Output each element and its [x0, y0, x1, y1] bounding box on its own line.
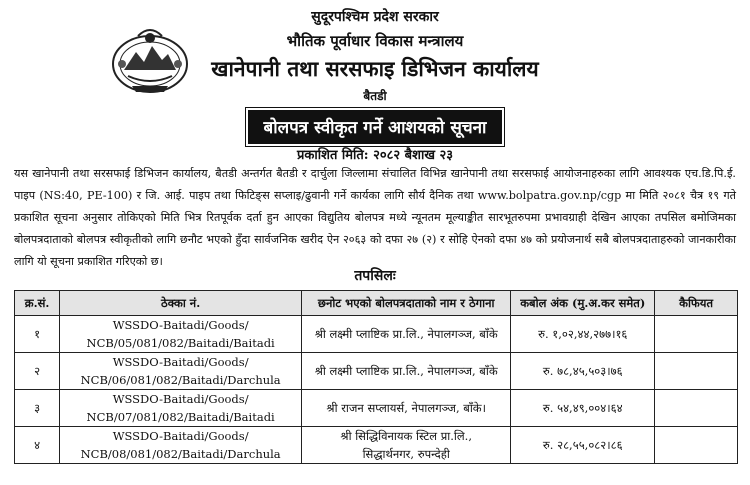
bidder-line1: श्री सिद्धिविनायक स्टिल प्रा.लि.,: [340, 429, 472, 443]
bidder-line1: श्री लक्ष्मी प्लाष्टिक प्रा.लि., नेपालगञ्ज, बाँके: [314, 327, 498, 341]
office-location: बैतडी: [363, 89, 387, 103]
cell-sn: ३: [15, 390, 60, 427]
table-header-row: [15, 291, 738, 316]
col-header-amount: कबोल अंक (मु.अ.कर समेत): [511, 291, 655, 316]
awarded-bids-table: [14, 290, 738, 464]
contract-line1: WSSDO-Baitadi/Goods/: [112, 355, 249, 369]
bidder-line1: श्री राजन सप्लायर्स, नेपालगञ्ज, बाँके।: [326, 401, 486, 415]
notice-title-wrap: [0, 110, 750, 144]
bidder-line2: सिद्धार्थनगर, रुपन्देही: [362, 447, 450, 461]
cell-amount: रु. १,०२,४४,२७७।१६: [511, 316, 655, 353]
contract-line2: NCB/07/081/082/Baitadi/Baitadi: [86, 410, 275, 424]
notice-title: बोलपत्र स्वीकृत गर्ने आशयको सूचना: [248, 110, 503, 144]
contract-line2: NCB/06/081/082/Baitadi/Darchula: [80, 373, 281, 387]
cell-bidder: [302, 353, 511, 390]
table-row: [15, 390, 738, 427]
cell-bidder: [302, 316, 511, 353]
cell-remarks: [655, 427, 738, 464]
contract-line1: WSSDO-Baitadi/Goods/: [112, 318, 249, 332]
cell-contract: [60, 353, 302, 390]
cell-remarks: [655, 316, 738, 353]
cell-amount: रु. ५४,४९,००४।६४: [511, 390, 655, 427]
ministry-name: भौतिक पूर्वाधार विकास मन्त्रालय: [286, 32, 464, 50]
details-label: तपसिलः: [354, 268, 396, 284]
col-header-remarks: कैफियत: [655, 291, 738, 316]
table-row: [15, 316, 738, 353]
cell-bidder: [302, 390, 511, 427]
table-row: [15, 353, 738, 390]
col-header-contract: ठेक्का नं.: [60, 291, 302, 316]
contract-line1: WSSDO-Baitadi/Goods/: [112, 429, 249, 443]
col-header-sn: क्र.सं.: [15, 291, 60, 316]
table-row: [15, 427, 738, 464]
cell-contract: [60, 390, 302, 427]
cell-bidder: [302, 427, 511, 464]
cell-sn: २: [15, 353, 60, 390]
cell-contract: [60, 427, 302, 464]
cell-sn: ४: [15, 427, 60, 464]
government-name: सुदूरपश्चिम प्रदेश सरकार: [311, 9, 439, 25]
cell-amount: रु. २८,५५,०८२।८६: [511, 427, 655, 464]
cell-remarks: [655, 390, 738, 427]
contract-line2: NCB/08/081/082/Baitadi/Darchula: [80, 447, 281, 461]
cell-contract: [60, 316, 302, 353]
contract-line2: NCB/05/081/082/Baitadi/Baitadi: [86, 336, 275, 350]
notice-body: यस खानेपानी तथा सरसफाई डिभिजन कार्यालय, बैतडी अन्तर्गत बैतडी र दार्चुला जिल्लामा संचालित विभिन्न खानेपानी तथा सरसफाई आयोजनाहरुका लागि आवश्यक एच.डि.पि.ई. पाइप (NS:40, PE-100) र जि. आई. पाइप तथा फिटिङ्स सप्लाइ/ढुवानी गर्ने कार्यका लागि सौर्य दैनिक तथा www.bolpatra.gov.np/cgp मा मिति २०८१ चैत्र १९ गते प्रकाशित सूचना अनुसार तोकिएको मिति भित्र रितपूर्वक दर्ता हुन आएका विद्युतिय बोलपत्र मध्ये न्यूनतम मूल्याङ्कीत सारभूतरुपमा प्रभावग्राही देखिन आएका तपसिल बमोजिमका बोलपत्रदाताको बोलपत्र स्वीकृतीको लागि छनौट भएको हुँदा सार्वजनिक खरीद ऐन २०६३ को दफा २७ (२) र सोहि ऐनको दफा ४७ को प्रयोजनार्थ सबै बोलपत्रदाताहरुको जानकारीका लागि यो सूचना प्रकाशित गरिएको छ।: [14, 167, 736, 268]
cell-amount: रु. ७८,४५,५०३।७६: [511, 353, 655, 390]
office-name: खानेपानी तथा सरसफाइ डिभिजन कार्यालय: [211, 56, 539, 81]
cell-sn: १: [15, 316, 60, 353]
col-header-bidder: छनोट भएको बोलपत्रदाताको नाम र ठेगाना: [302, 291, 511, 316]
published-date: प्रकाशित मिति: २०८२ बैशाख २३: [296, 148, 453, 163]
contract-line1: WSSDO-Baitadi/Goods/: [112, 392, 249, 406]
cell-remarks: [655, 353, 738, 390]
bidder-line1: श्री लक्ष्मी प्लाष्टिक प्रा.लि., नेपालगञ्ज, बाँके: [314, 364, 498, 378]
